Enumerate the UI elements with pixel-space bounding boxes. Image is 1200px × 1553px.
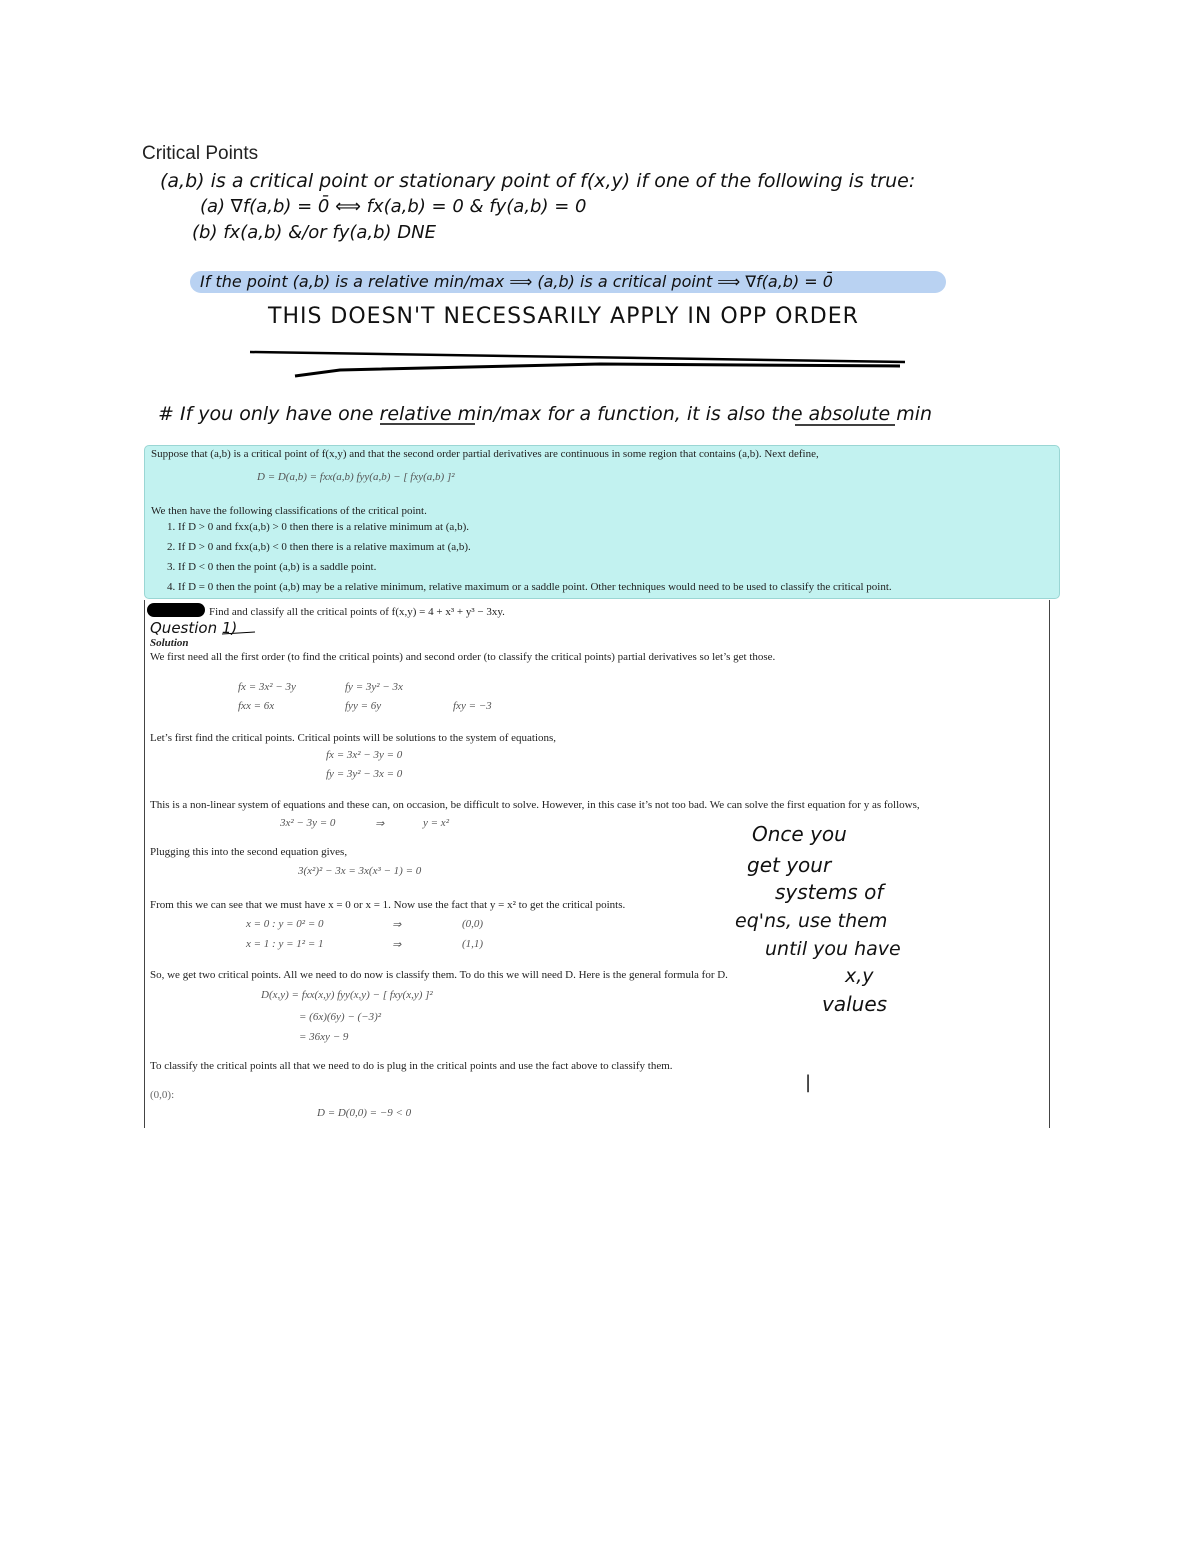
handwritten-definition: (a,b) is a critical point or stationary point of f(x,y) if one of the following is true: <box>160 170 916 192</box>
classification-item: 4. If D = 0 then the point (a,b) may be a relative minimum, relative maximum or a saddle point. Other techniques would need to be used to classify the critical point. <box>167 581 892 593</box>
handwritten-absolute-note: # If you only have one relative min/max for a function, it is also the absolute min <box>158 403 933 425</box>
equation: ⇒ <box>375 818 385 830</box>
page-title: Critical Points <box>142 143 259 164</box>
equation: (0,0) <box>462 918 484 930</box>
classification-item: 1. If D > 0 and fxx(a,b) > 0 then there is a relative minimum at (a,b). <box>167 521 469 533</box>
handwritten-side-note: Once you <box>752 822 847 846</box>
equation: 3x² − 3y = 0 <box>280 817 336 829</box>
handwritten-side-note: until you have <box>765 938 901 960</box>
equation: = (6x)(6y) − (−3)² <box>299 1011 382 1023</box>
theorem-box <box>144 445 1060 599</box>
paragraph: This is a non-linear system of equations and these can, on occasion, be difficult to solve. However, in this case it’s not too bad. We can solve the first equation for y as follows, <box>150 799 920 811</box>
handwritten-side-note: get your <box>747 853 832 877</box>
handwritten-question-label: Question 1) <box>150 619 238 637</box>
paragraph: So, we get two critical points. All we need to do now is classify them. To do this we will need D. Here is the general formula for D. <box>150 969 728 981</box>
equation: fyy = 6y <box>345 700 382 712</box>
equation: x = 1 : y = 1² = 1 <box>246 938 324 950</box>
theorem-lead: We then have the following classifications of the critical point. <box>151 505 427 517</box>
equation: fx = 3x² − 3y = 0 <box>326 749 403 761</box>
equation: 3(x²)² − 3x = 3x(x³ − 1) = 0 <box>298 865 422 877</box>
handwritten-tick: | <box>805 1072 812 1093</box>
classification-item: 2. If D > 0 and fxx(a,b) < 0 then there is a relative maximum at (a,b). <box>167 541 471 553</box>
paragraph: Let’s first find the critical points. Critical points will be solutions to the system of equations, <box>150 732 557 744</box>
handwritten-side-note: systems of <box>775 880 884 904</box>
theorem-intro: Suppose that (a,b) is a critical point of f(x,y) and that the second order partial derivatives are continuous in some region that contains (a,b). Next define, <box>151 448 819 460</box>
equation: = 36xy − 9 <box>299 1031 349 1043</box>
critical-point-label: (0,0): <box>150 1089 175 1101</box>
theorem-formula: D = D(a,b) = fxx(a,b) fyy(a,b) − [ fxy(a,b) ]² <box>257 471 455 483</box>
handwritten-side-note: values <box>822 992 888 1016</box>
paragraph: We first need all the first order (to find the critical points) and second order (to classify the critical points) partial derivatives so let’s get those. <box>150 651 776 663</box>
paragraph: Plugging this into the second equation gives, <box>150 846 348 858</box>
solution-label: Solution <box>150 637 189 649</box>
redaction-mark <box>147 603 205 617</box>
equation: fy = 3y² − 3x = 0 <box>326 768 403 780</box>
worked-example <box>144 600 1050 1128</box>
equation: fxx = 6x <box>238 700 275 712</box>
equation: fxy = −3 <box>453 700 492 712</box>
handwritten-caps-warning: THIS DOESN'T NECESSARILY APPLY IN OPP ORDER <box>268 304 859 329</box>
equation: (1,1) <box>462 938 484 950</box>
paragraph: From this we can see that we must have x = 0 or x = 1. Now use the fact that y = x² to get the critical points. <box>150 899 626 911</box>
equation: x = 0 : y = 0² = 0 <box>246 918 324 930</box>
equation: y = x² <box>423 817 449 829</box>
equation: fx = 3x² − 3y <box>238 681 296 693</box>
equation: ⇒ <box>392 939 402 951</box>
equation: ⇒ <box>392 919 402 931</box>
paragraph: To classify the critical points all that we need to do is plug in the critical points and use the fact above to classify them. <box>150 1060 673 1072</box>
handwritten-condition-b: (b) fx(a,b) &/or fy(a,b) DNE <box>192 222 436 243</box>
equation: D(x,y) = fxx(x,y) fyy(x,y) − [ fxy(x,y) ]² <box>261 989 433 1001</box>
handwritten-side-note: eq'ns, use them <box>735 910 888 932</box>
example-prompt: Find and classify all the critical points of f(x,y) = 4 + x³ + y³ − 3xy. <box>209 606 505 618</box>
classification-item: 3. If D < 0 then the point (a,b) is a saddle point. <box>167 561 377 573</box>
handwritten-implication: If the point (a,b) is a relative min/max ⟹ (a,b) is a critical point ⟹ ∇f(a,b) = 0̄ <box>200 272 833 291</box>
equation: D = D(0,0) = −9 < 0 <box>317 1107 412 1119</box>
handwritten-side-note: x,y <box>845 965 874 987</box>
handwritten-condition-a: (a) ∇f(a,b) = 0̄ ⟺ fx(a,b) = 0 & fy(a,b) = 0 <box>200 196 587 217</box>
equation: fy = 3y² − 3x <box>345 681 403 693</box>
